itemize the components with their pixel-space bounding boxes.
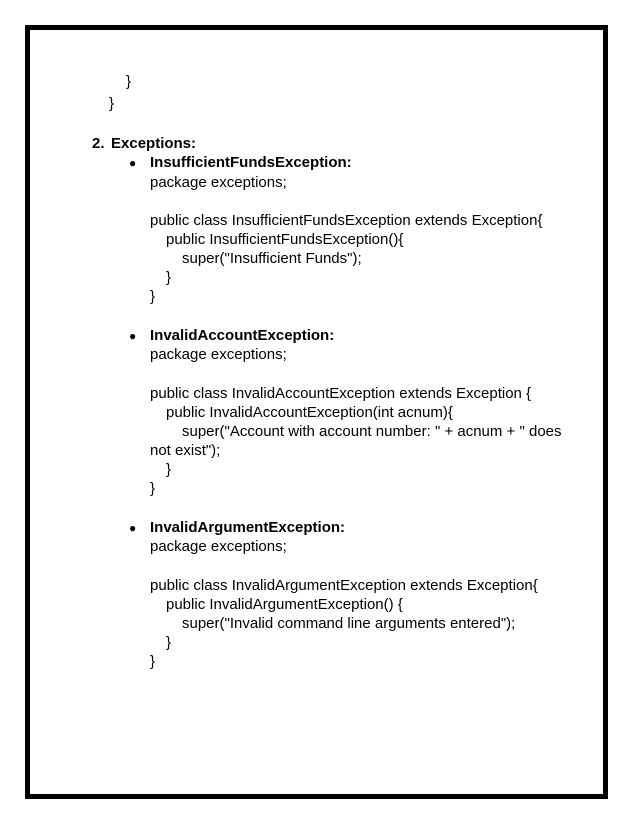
item-heading-insufficient-funds: InsufficientFundsException: <box>150 154 352 171</box>
code-line: super("Account with account number: " + acnum + " does <box>182 423 562 440</box>
item-heading-invalid-account: InvalidAccountException: <box>150 327 335 344</box>
code-line: package exceptions; <box>150 538 287 555</box>
code-line: public InsufficientFundsException(){ <box>166 231 404 248</box>
code-line: not exist"); <box>150 442 221 459</box>
code-line: } <box>150 480 156 497</box>
section-number: 2. <box>92 135 105 152</box>
code-line: public class InvalidAccountException extends Exception { <box>150 385 532 402</box>
code-line: package exceptions; <box>150 346 287 363</box>
code-line: } <box>150 653 156 670</box>
item-heading-invalid-argument: InvalidArgumentException: <box>150 519 346 536</box>
code-closing-brace-inner: } <box>126 73 132 90</box>
bullet-icon: ● <box>129 156 137 170</box>
code-line: public class InsufficientFundsException extends Exception{ <box>150 212 543 229</box>
code-line: public InvalidArgumentException() { <box>166 596 403 613</box>
code-line: } <box>166 461 172 478</box>
code-line: public InvalidAccountException(int acnum){ <box>166 404 453 421</box>
code-line: package exceptions; <box>150 174 287 191</box>
code-line: } <box>166 634 172 651</box>
code-line: } <box>150 288 156 305</box>
bullet-icon: ● <box>129 521 137 535</box>
code-line: super("Invalid command line arguments entered"); <box>182 615 516 632</box>
section-title: Exceptions: <box>111 135 197 152</box>
bullet-icon: ● <box>129 329 137 343</box>
code-line: public class InvalidArgumentException extends Exception{ <box>150 577 538 594</box>
code-line: } <box>166 269 172 286</box>
code-closing-brace-outer: } <box>109 95 115 112</box>
code-line: super("Insufficient Funds"); <box>182 250 362 267</box>
